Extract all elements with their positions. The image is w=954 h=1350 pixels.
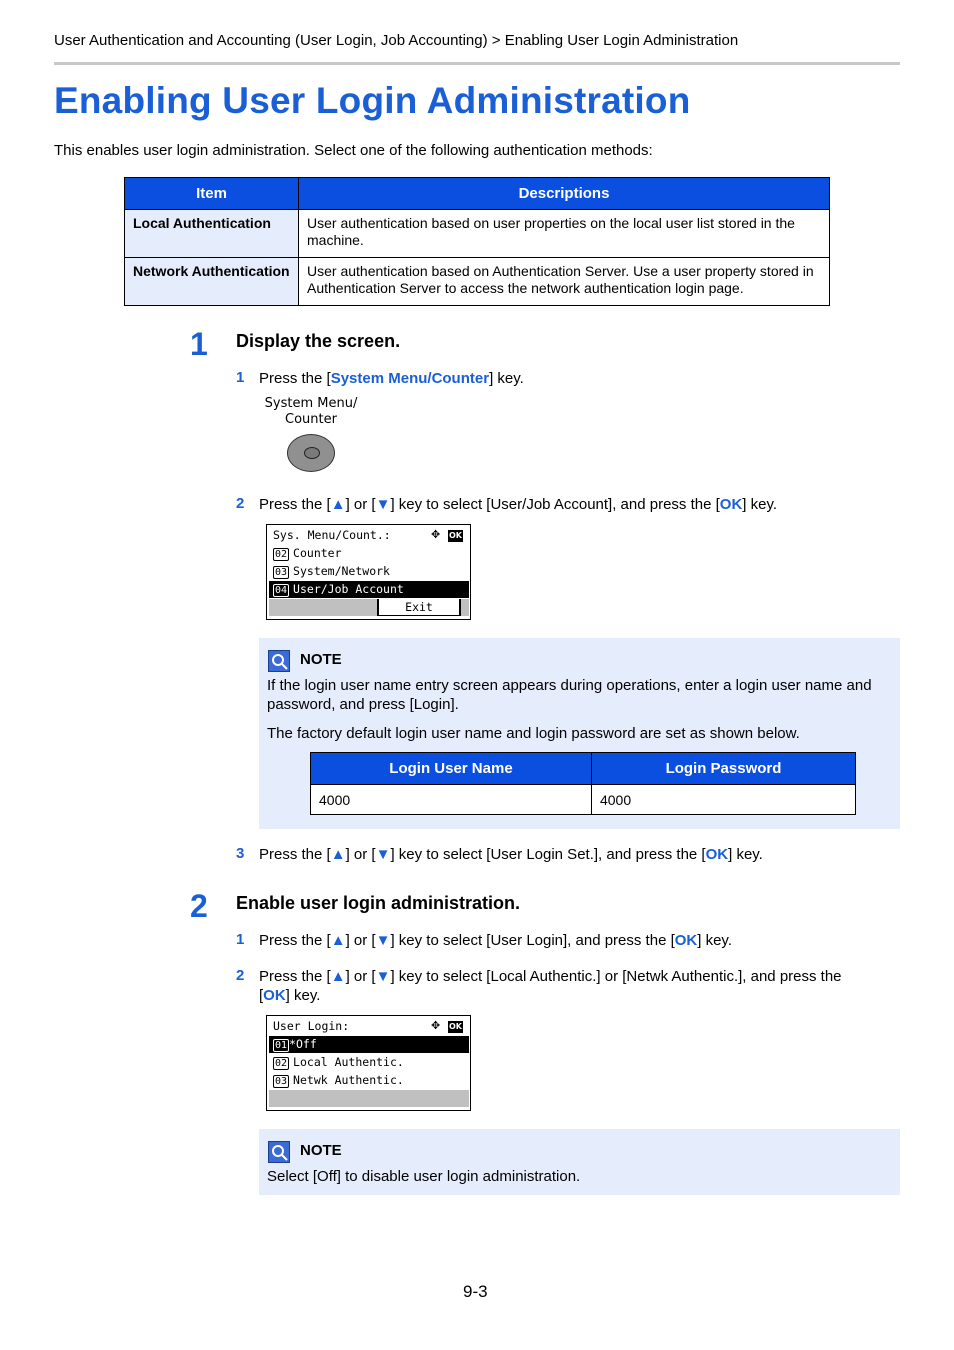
table-cell-user-name: 4000 xyxy=(311,785,592,815)
lcd-screen-sys-menu xyxy=(266,524,471,620)
lcd-menu-item[interactable]: 03 System/Network xyxy=(275,564,390,578)
table-cell-item: Network Authentication xyxy=(125,258,299,306)
step-number: 2 xyxy=(190,888,208,924)
lcd-menu-item[interactable]: 03 Netwk Authentic. xyxy=(275,1073,404,1087)
substep-number: 1 xyxy=(236,931,245,948)
exit-softkey[interactable]: Exit xyxy=(377,599,461,616)
key-button-icon xyxy=(304,447,320,459)
header-rule xyxy=(54,62,900,65)
note-box xyxy=(259,1129,900,1195)
intro-text: This enables user login administration. Select one of the following authentication methods: xyxy=(54,142,653,159)
step-number: 1 xyxy=(190,326,208,362)
table-row xyxy=(125,258,830,306)
ok-key-label: OK xyxy=(719,496,743,513)
page-number: 9-3 xyxy=(463,1282,488,1301)
table-row xyxy=(125,210,830,258)
authentication-methods-table xyxy=(124,177,830,306)
system-menu-key-label: System Menu/ Counter xyxy=(264,396,358,427)
note-title: NOTE xyxy=(300,651,342,668)
ok-key-label: OK xyxy=(674,932,698,949)
table-cell-description: User authentication based on user properties on the local user list stored in the machine. xyxy=(299,210,830,258)
table-row xyxy=(311,785,856,815)
ok-key-label: OK xyxy=(263,987,286,1004)
note-icon xyxy=(268,650,290,672)
page-title: Enabling User Login Administration xyxy=(54,80,691,121)
substep-text: Press the [▲] or [▼] key to select [User/Job Account], and press the [OK] key. xyxy=(259,496,778,513)
table-header-login-password: Login Password xyxy=(591,753,855,785)
substep-number: 2 xyxy=(236,967,245,984)
key-name: System Menu/Counter xyxy=(330,370,490,387)
lcd-title: User Login: xyxy=(273,1019,350,1033)
note-title: NOTE xyxy=(300,1142,342,1159)
down-arrow-icon: ▼ xyxy=(375,932,391,949)
substep-text: Press the [▲] or [▼] key to select [User Login Set.], and press the [OK] key. xyxy=(259,846,763,863)
lcd-screen-user-login xyxy=(266,1015,471,1111)
note-paragraph: If the login user name entry screen appears during operations, enter a login user name and password, and press [Login]. xyxy=(267,677,872,713)
lcd-menu-item[interactable]: 02 Local Authentic. xyxy=(275,1055,404,1069)
table-header-item: Item xyxy=(125,178,299,210)
substep-text: Press the [▲] or [▼] key to select [User Login], and press the [OK] key. xyxy=(259,932,732,949)
ok-badge: OK xyxy=(449,531,462,540)
table-header-login-user-name: Login User Name xyxy=(311,753,592,785)
note-paragraph: Select [Off] to disable user login administration. xyxy=(267,1168,581,1185)
substep-text: Press the [▲] or [▼] key to select [Local Authentic.] or [Netwk Authentic.], and press the [OK] key. xyxy=(259,968,842,1004)
step-heading: Enable user login administration. xyxy=(236,893,521,913)
breadcrumb: User Authentication and Accounting (User Login, Job Accounting) > Enabling User Login Administration xyxy=(54,32,739,49)
up-arrow-icon: ▲ xyxy=(330,932,346,949)
ok-badge: OK xyxy=(449,1022,462,1031)
ok-key-label: OK xyxy=(705,846,729,863)
substep-number: 1 xyxy=(236,369,245,386)
step-heading: Display the screen. xyxy=(236,331,401,351)
lcd-menu-item-selected[interactable]: 04 User/Job Account xyxy=(269,581,469,598)
four-way-arrow-icon: ✥ xyxy=(431,1019,441,1032)
up-arrow-icon: ▲ xyxy=(330,496,346,513)
system-menu-counter-key[interactable] xyxy=(287,434,335,472)
down-arrow-icon: ▼ xyxy=(375,846,391,863)
substep-text: Press the [System Menu/Counter] key. xyxy=(259,370,524,387)
note-box xyxy=(259,638,900,829)
note-paragraph: The factory default login user name and login password are set as shown below. xyxy=(267,725,800,742)
lcd-softkey-bar xyxy=(269,1090,469,1107)
note-icon xyxy=(268,1141,290,1163)
down-arrow-icon: ▼ xyxy=(375,496,391,513)
table-cell-item: Local Authentication xyxy=(125,210,299,258)
lcd-menu-item[interactable]: 02 Counter xyxy=(275,546,342,560)
table-header-descriptions: Descriptions xyxy=(299,178,830,210)
lcd-title: Sys. Menu/Count.: xyxy=(273,528,391,542)
substep-number: 3 xyxy=(236,845,245,862)
up-arrow-icon: ▲ xyxy=(330,846,346,863)
default-login-table xyxy=(310,752,856,815)
down-arrow-icon: ▼ xyxy=(375,968,391,985)
substep-number: 2 xyxy=(236,495,245,512)
up-arrow-icon: ▲ xyxy=(330,968,346,985)
lcd-menu-item-selected[interactable]: 01 *Off xyxy=(269,1036,469,1053)
four-way-arrow-icon: ✥ xyxy=(431,528,441,541)
table-cell-password: 4000 xyxy=(591,785,855,815)
table-cell-description: User authentication based on Authentication Server. Use a user property stored in Authentication Server to access the network authentication login page. xyxy=(299,258,830,306)
